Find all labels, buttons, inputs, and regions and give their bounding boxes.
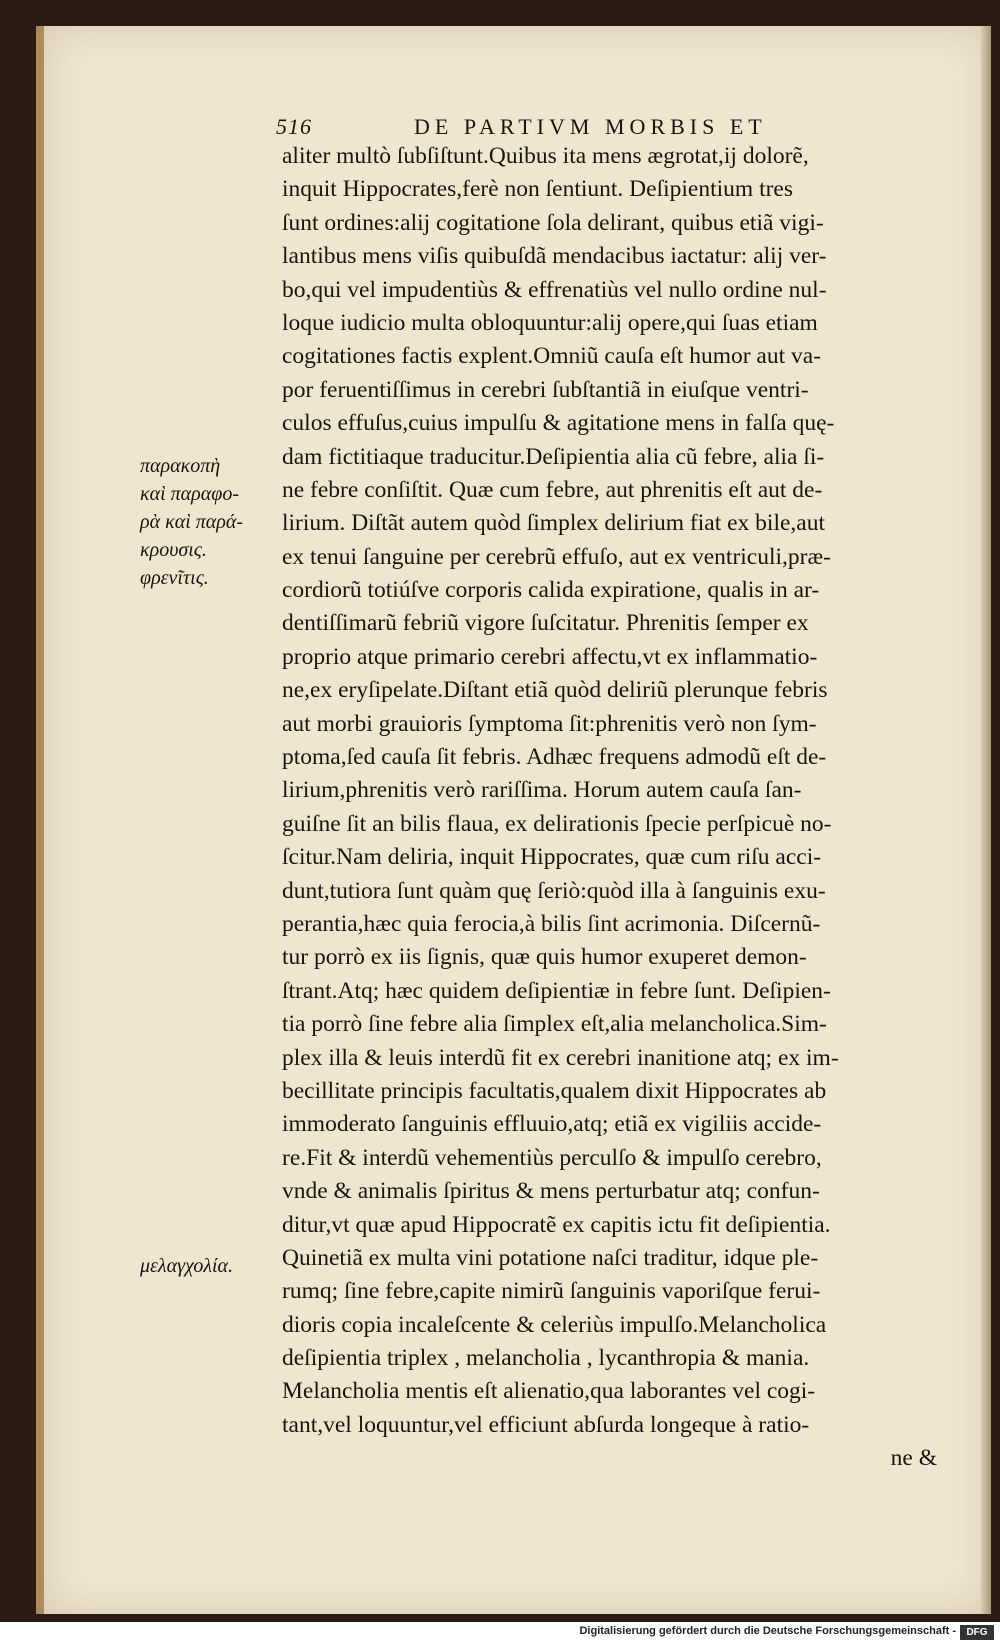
- text-line: rumq; ſine febre,capite nimirũ ſanguinis vaporiſque ferui-: [282, 1278, 821, 1305]
- text-line: deſipientia triplex , melancholia , lycanthropia & mania.: [282, 1345, 810, 1372]
- text-line: lantibus mens viſis quibuſdã mendacibus iactatur: alij ver-: [282, 243, 827, 270]
- margin-note-line: παρακοπὴ: [140, 455, 221, 477]
- text-line: perantia,hæc quia ferocia,à bilis ſint acrimonia. Diſcernũ-: [282, 910, 821, 937]
- text-line: culos effuſus,cuius impulſu & agitatione mens in falſa quę-: [282, 410, 835, 437]
- text-line: cogitationes factis explent.Omniũ cauſa eſt humor aut va-: [282, 343, 822, 370]
- margin-note-line: μελαγχολία.: [140, 1255, 234, 1277]
- text-line: dentiſſimarũ febriũ vigore ſuſcitatur. Phrenitis ſemper ex: [282, 610, 809, 637]
- text-line: plex illa & leuis interdũ fit ex cerebri inanitione atq; ex im-: [282, 1044, 839, 1071]
- text-line: lirium. Diſtãt autem quòd ſimplex delirium fiat ex bile,aut: [282, 510, 825, 537]
- text-line: immoderato ſanguinis effluuio,atq; etiã ex vigiliis accide-: [282, 1111, 822, 1138]
- text-line: tia porrò ſine febre alia ſimplex eſt,alia melancholica.Sim-: [282, 1011, 827, 1038]
- text-line: bo,qui vel impudentiùs & effrenatiùs vel nullo ordine nul-: [282, 276, 827, 303]
- text-line: ſunt ordines:alij cogitatione ſola delirant, quibus etiã vigi-: [282, 209, 824, 236]
- text-line: Melancholia mentis eſt alienatio,qua laborantes vel cogi-: [282, 1378, 816, 1405]
- running-title: DE PARTIVM MORBIS ET: [414, 114, 767, 139]
- margin-note-line: καὶ παραφο-: [140, 483, 239, 505]
- digitization-footer: [0, 1622, 1000, 1643]
- text-line: aliter multò ſubſiſtunt.Quibus ita mens ægrotat,ij dolorẽ,: [282, 143, 809, 169]
- text-line: loque iudicio multa obloquuntur:alij opere,qui ſuas etiam: [282, 309, 818, 336]
- margin-note-greek-delirium: [140, 452, 285, 592]
- text-line: proprio atque primario cerebri affectu,vt ex inflammatio-: [282, 643, 818, 670]
- text-line: re.Fit & interdũ vehementiùs perculſo & impulſo cerebro,: [282, 1144, 822, 1171]
- text-line: dunt,tutiora ſunt quàm quę ſeriò:quòd illa à ſanguinis exu-: [282, 877, 826, 904]
- margin-note-line: ρὰ καὶ παρά-: [140, 511, 244, 533]
- text-line: por feruentiſſimus in cerebri ſubſtantiã in eiuſque ventri-: [282, 376, 809, 403]
- text-line: tant,vel loquuntur,vel efficiunt abſurda longeque à ratio-: [282, 1411, 810, 1438]
- text-line: ptoma,ſed cauſa ſit febris. Adhæc frequens admodũ eſt de-: [282, 744, 827, 771]
- text-line: becillitate principis facultatis,qualem dixit Hippocrates ab: [282, 1077, 827, 1104]
- text-line: lirium,phrenitis verò rariſſima. Horum autem cauſa ſan-: [282, 777, 802, 804]
- text-line: ſtrant.Atq; hæc quidem deſipientiæ in febre ſunt. Deſipien-: [282, 977, 831, 1004]
- text-line: ditur,vt quæ apud Hippocratẽ ex capitis ictu fit deſipientia.: [282, 1211, 831, 1238]
- text-line: vnde & animalis ſpiritus & mens perturbatur atq; confun-: [282, 1178, 820, 1205]
- text-line: aut morbi grauioris ſymptoma ſit:phrenitis verò non ſym-: [282, 710, 817, 737]
- margin-note-greek-melancholia: [140, 1252, 285, 1280]
- body-text: [282, 140, 937, 1476]
- margin-note-line: κρουσις.: [140, 539, 207, 561]
- text-line: dioris copia incaleſcente & celeriùs impulſo.Melancholica: [282, 1311, 827, 1338]
- text-line: guiſne ſit an bilis flaua, ex delirationis ſpecie perſpicuè no-: [282, 810, 832, 837]
- margin-note-line: φρενῖτις.: [140, 567, 209, 589]
- text-line: cordiorũ totiúſve corporis calida expiratione, qualis in ar-: [282, 577, 820, 604]
- text-line: ex tenui ſanguine per cerebrũ effuſo, aut ex ventriculi,præ-: [282, 543, 831, 570]
- text-line: ſcitur.Nam deliria, inquit Hippocrates, quæ cum riſu acci-: [282, 844, 822, 871]
- text-line: ne,ex eryſipelate.Diſtant etiã quòd deliriũ plerunque febris: [282, 677, 828, 704]
- text-line: inquit Hippocrates,ferè non ſentiunt. Deſipientium tres: [282, 176, 793, 203]
- text-line: dam fictitiaque traducitur.Deſipientia alia cũ febre, alia ſi-: [282, 443, 825, 470]
- text-line-catchword: ne &: [890, 1445, 937, 1472]
- dfg-logo: DFG: [960, 1625, 994, 1640]
- text-line: tur porrò ex iis ſignis, quæ quis humor exuperet demon-: [282, 944, 807, 971]
- text-line: Quinetiã ex multa vini potatione naſci traditur, idque ple-: [282, 1244, 819, 1271]
- page-edge: [981, 26, 991, 1614]
- funding-credit: Digitalisierung gefördert durch die Deutsche Forschungsgemeinschaft -: [579, 1625, 956, 1637]
- text-line: ne febre conſiſtit. Quæ cum febre, aut phrenitis eſt aut de-: [282, 476, 823, 503]
- page-number: 516: [276, 114, 312, 139]
